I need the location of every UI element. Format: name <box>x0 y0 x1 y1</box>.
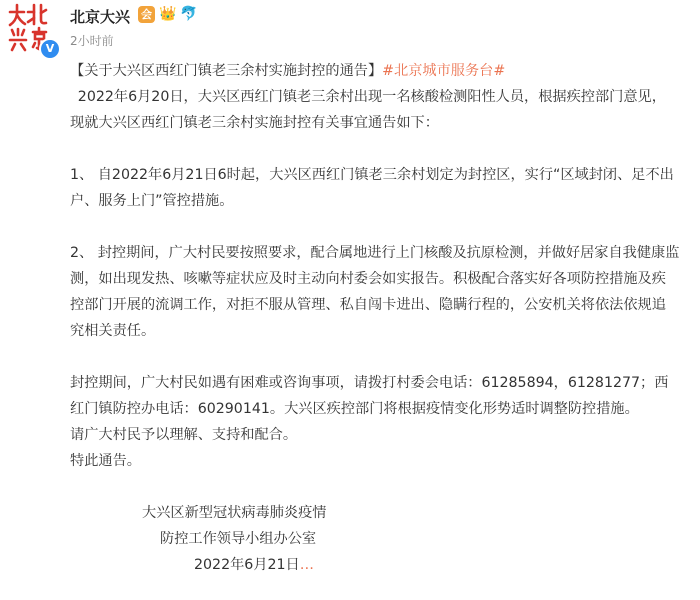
post-contact: 封控期间，广大村民如遇有困难或咨询事项，请拨打村委会电话：61285894，61281277；西红门镇防控办电话：60290141。大兴区疾控部门将根据疫情变化形势适时调整防控措施。 <box>70 375 669 417</box>
dolphin-badge-icon[interactable]: 🐬 <box>180 6 198 22</box>
post-request: 请广大村民予以理解、支持和配合。 <box>70 427 298 443</box>
account-badges <box>138 6 197 23</box>
signature-line-2: 防控工作领导小组办公室 <box>160 531 317 547</box>
post-title: 【关于大兴区西红门镇老三余村实施封控的通告】 <box>70 63 383 79</box>
post-intro: 2022年6月20日，大兴区西红门镇老三余村出现一名核酸检测阳性人员，根据疾控部门意见，现就大兴区西红门镇老三余村实施封控有关事宜通告如下： <box>70 89 666 131</box>
signature-line-1: 大兴区新型冠状病毒肺炎疫情 <box>142 505 327 521</box>
crown-badge-icon[interactable]: 👑 <box>159 6 177 22</box>
post-time[interactable]: 2小时前 <box>70 34 114 48</box>
signature-date: 2022年6月21日 <box>194 557 300 573</box>
post-item-2: 2、 封控期间，广大村民要按照要求，配合属地进行上门核酸及抗原检测，并做好居家自我健康监测，如出现发热、咳嗽等症状应及时主动向村委会如实报告。积极配合落实好各项防控措施及疾控部门开展的流调工作，对拒不服从管理、私自闯卡进出、隐瞒行程的，公安机关将依法依规追究相关责任。 <box>70 245 680 339</box>
signature-tail[interactable]: … <box>299 557 314 573</box>
post-closing: 特此通告。 <box>70 453 141 469</box>
post-header <box>0 0 700 58</box>
hashtag-link[interactable]: #北京城市服务台# <box>382 63 506 79</box>
signature-date-line <box>194 552 680 578</box>
account-name[interactable]: 北京大兴 <box>70 8 131 26</box>
post-content <box>70 58 680 578</box>
post-item-1: 1、 自2022年6月21日6时起，大兴区西红门镇老三余村划定为封控区，实行“区域封闭、足不出户、服务上门”管控措施。 <box>70 167 674 209</box>
member-badge-icon[interactable]: 会 <box>138 6 155 23</box>
post-title-line <box>70 58 680 84</box>
verified-badge-icon: V <box>39 38 61 60</box>
